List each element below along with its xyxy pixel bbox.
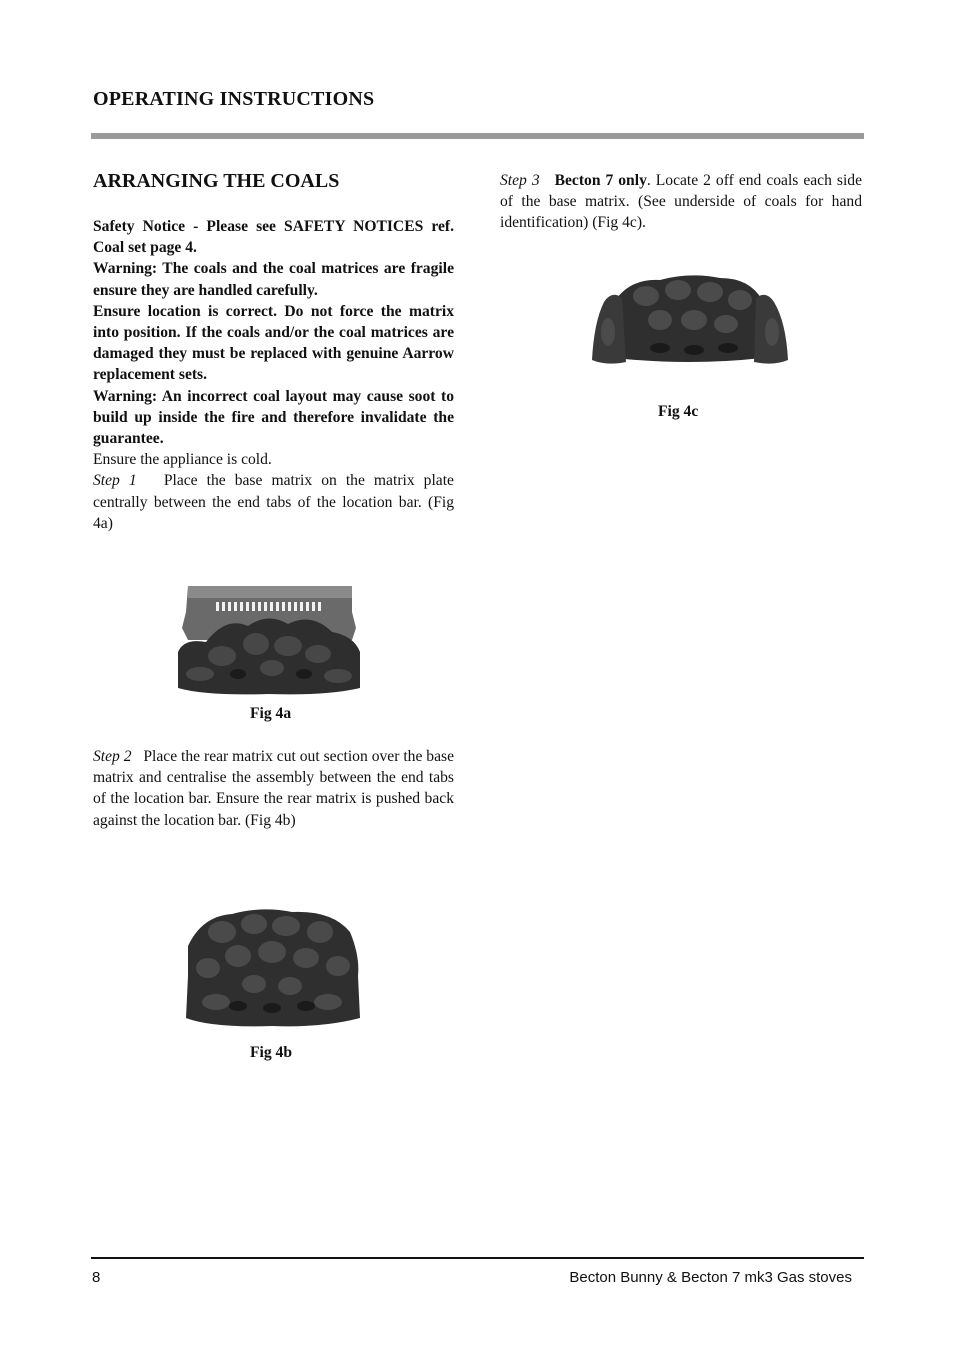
step2-label: Step 2	[93, 748, 132, 765]
warning-layout: Warning: An incorrect coal layout may cause soot to build up inside the fire and therefore invalidate the guarantee.	[93, 387, 454, 448]
step3-text: . Locate 2 off end coals each side of the base matrix. (See underside of coals for hand identification) (Fig 4c).	[500, 172, 863, 232]
step3-paragraph	[500, 170, 862, 234]
fig-4b-caption: Fig 4b	[250, 1044, 293, 1061]
step3-label: Step 3	[500, 172, 540, 189]
safety-notice: Safety Notice - Please see SAFETY NOTICES ref. Coal set page 4.	[93, 218, 454, 257]
header-rule	[91, 133, 864, 139]
step3-bold: Becton 7 only	[554, 172, 647, 189]
ensure-cold-text: Ensure the appliance is cold.	[93, 451, 272, 469]
fig-4c-caption: Fig 4c	[658, 403, 699, 420]
page-header-title: OPERATING INSTRUCTIONS	[93, 88, 375, 110]
step2-text: Place the rear matrix cut out section over the base matrix and centralise the assembly between the end tabs of the location bar. Ensure the rear matrix is pushed back against the location bar. (Fig 4b)	[93, 748, 455, 829]
warning-fragile: Warning: The coals and the coal matrices are fragile ensure they are handled carefully.	[93, 260, 454, 299]
fig-4a-image	[176, 582, 362, 698]
footer-rule	[91, 1257, 864, 1259]
step1-paragraph	[93, 470, 454, 534]
fig-4b-image	[182, 906, 364, 1028]
step2-paragraph	[93, 746, 454, 831]
page-number: 8	[92, 1269, 101, 1286]
fig-4c-image	[590, 272, 790, 368]
left-column-lower	[93, 746, 454, 831]
right-column	[500, 170, 862, 234]
left-column	[93, 168, 454, 534]
ensure-location-notice: Ensure location is correct. Do not force the matrix into position. If the coals and/or the coal matrices are damaged they must be replaced with genuine Aarrow replacement sets.	[93, 302, 454, 384]
step1-text: Place the base matrix on the matrix plate centrally between the end tabs of the location bar. (Fig 4a)	[93, 472, 454, 532]
fig-4a-caption: Fig 4a	[250, 705, 292, 722]
step1-label: Step 1	[93, 472, 137, 490]
section-title: ARRANGING THE COALS	[93, 170, 340, 192]
footer-doc-title: Becton Bunny & Becton 7 mk3 Gas stoves	[569, 1269, 852, 1286]
